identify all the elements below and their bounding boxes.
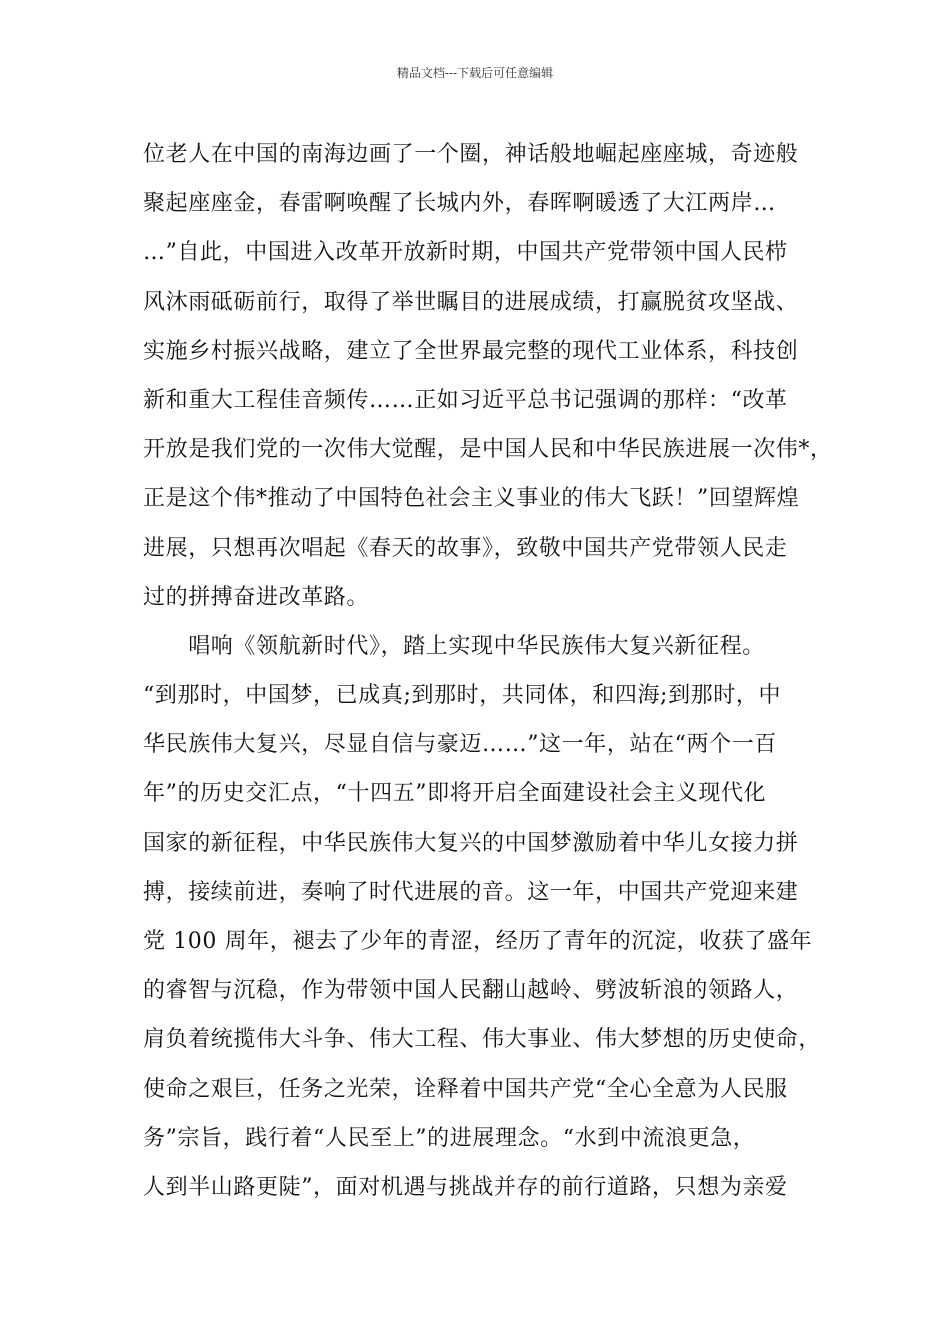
text-line: 过的拼搏奋进改革路。 [143,584,370,610]
text-line: 进展，只想再次唱起《春天的故事》，致敬中国共产党带领人民走 [143,535,788,561]
text-line: 肩负着统揽伟大斗争、伟大工程、伟大事业、伟大梦想的历史使命， [143,1027,822,1053]
text-line: 华民族伟大复兴，尽显自信与豪迈……”这一年，站在“两个一百 [143,732,777,758]
paragraph-start-line: 唱响《领航新时代》，踏上实现中华民族伟大复兴新征程。 [143,633,765,659]
text-line: 实施乡村振兴战略，建立了全世界最完整的现代工业体系，科技创 [143,338,799,364]
page-header: 精品文档---下载后可任意编辑 [396,66,554,80]
text-line: 务”宗旨，践行着“人民至上”的进展理念。“水到中流浪更急， [143,1125,756,1151]
text-line: 的睿智与沉稳，作为带领中国人民翻山越岭、劈波斩浪的领路人， [143,978,799,1004]
text-line: “到那时，中国梦，已成真;到那时，共同体，和四海;到那时，中 [143,683,782,709]
text-line: 使命之艰巨，任务之光荣，诠释着中国共产党“全心全意为人民服 [143,1076,788,1102]
text-line: 开放是我们党的一次伟大觉醒，是中国人民和中华民族进展一次伟*， [143,437,833,463]
body-text [143,130,833,1212]
text-line: 新和重大工程佳音频传……正如习近平总书记强调的那样：“改革 [143,387,788,413]
text-line: 人到半山路更陡”，面对机遇与挑战并存的前行道路，只想为亲爱 [143,1174,788,1200]
text-line: 年”的历史交汇点，“十四五”即将开启全面建设社会主义现代化 [143,781,767,807]
text-line: 聚起座座金，春雷啊唤醒了长城内外，春晖啊暖透了大江两岸… [143,191,776,217]
text-line: …”自此，中国进入改革开放新时期，中国共产党带领中国人民栉 [143,240,788,266]
text-line: 正是这个伟*推动了中国特色社会主义事业的伟大飞跃！”回望辉煌 [143,486,800,512]
text-line: 国家的新征程，中华民族伟大复兴的中国梦激励着中华儿女接力拼 [143,830,799,856]
text-line: 风沐雨砥砺前行，取得了举世瞩目的进展成绩，打赢脱贫攻坚战、 [143,289,799,315]
text-line: 搏，接续前进，奏响了时代进展的音。这一年，中国共产党迎来建 [143,879,799,905]
text-line: 位老人在中国的南海边画了一个圈，神话般地崛起座座城，奇迹般 [143,142,799,167]
text-line: 党 100 周年，褪去了少年的青涩，经历了青年的沉淀，收获了盛年 [143,929,813,954]
